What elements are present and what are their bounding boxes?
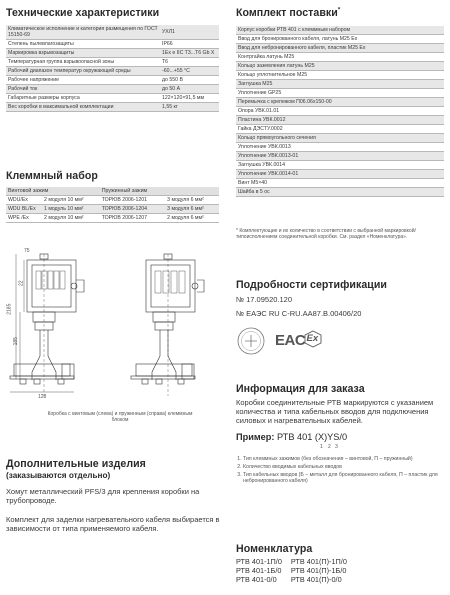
kit-item: Заглушка М25 <box>236 80 444 89</box>
order-note: 1. Тип клеммных зажимов (без обозначения – винтовой, П – пружинный) <box>243 456 443 462</box>
kit-row <box>236 35 444 44</box>
kit-row <box>236 71 444 80</box>
order-marker-2: 2 <box>328 444 331 450</box>
kit-row <box>236 107 444 116</box>
kit-footnote: * Комплектующие и их количество в соответствии с выбранной маркировкой/ типоисполнением соединительной коробки. См. раздел «Номенклатура». <box>236 228 416 241</box>
eac-mark-icon: EAC <box>275 332 306 349</box>
kit-row <box>236 125 444 134</box>
kit-row <box>236 161 444 170</box>
cert-title: Подробности сертификации <box>236 279 387 291</box>
terminal-header-row: Винтовой зажим Пружинный зажим <box>6 187 219 196</box>
dim-h1: 185 <box>12 337 19 346</box>
drawing-caption: Коробка с винтовым (слева) и пружинным (справа) клеммным блоком <box>47 411 193 424</box>
kit-row <box>236 98 444 107</box>
kit-row <box>236 80 444 89</box>
dim-total: 2185 <box>6 303 13 315</box>
box-screw-drawing <box>10 254 84 396</box>
cert-logos <box>236 326 328 356</box>
order-marker-3: 3 <box>335 444 338 450</box>
dim-width: 128 <box>38 394 47 400</box>
order-text: Коробки соединительные РТВ маркируются с указанием количества и типа кабельных вводов для подключения силовых и нагревательных кабелей. <box>236 398 434 426</box>
kit-item: Заглушка УВК.0014 <box>238 162 286 168</box>
dim-h2: 22 <box>18 280 25 286</box>
tech-row: Вес коробки в максимальной комплектации 1,55 кг <box>6 103 219 112</box>
kit-item: Кольцо прямоугольного сечения <box>236 134 444 143</box>
extra-title: Дополнительные изделия <box>6 458 146 470</box>
tech-row: Рабочий диапазон температур окружающей среды -60...+55 °С <box>6 67 219 76</box>
kit-item: Шайба в 5 ос <box>236 188 444 197</box>
kit-row <box>236 170 444 179</box>
tech-row: Рабочее напряжение до 550 В <box>6 76 219 85</box>
kit-row <box>236 188 444 197</box>
kit-title-text: Комплект поставки <box>236 7 338 19</box>
kit-item: Кольцо заземления латунь М25 <box>236 62 444 71</box>
kit-item: Уплотнение GP25 <box>238 90 282 96</box>
kit-row <box>236 62 444 71</box>
kit-row <box>236 134 444 143</box>
kit-row <box>236 116 444 125</box>
ex-mark-text: Ex <box>306 333 319 345</box>
tech-row: Температурная группа взрывоопасной зоны Т6 <box>6 58 219 67</box>
kit-row <box>236 143 444 152</box>
kit-item: Перемычка с крепежом П06.06х150-00 <box>236 98 444 107</box>
kit-row <box>236 179 444 188</box>
order-title: Информация для заказа <box>236 383 365 395</box>
kit-item: Уплотнение УВК.0014-01 <box>236 170 444 179</box>
order-note: 3. Тип кабельных вводов (Б – металл для бронированного кабеля, П – пластик для небронированного кабеля) <box>243 472 443 485</box>
kit-item: Винт М5×40 <box>238 180 268 186</box>
terminal-row: WDU/Ex 2 модуля 10 мм² ТОРЮВ 2006-1201 3 модуля 6 мм² <box>6 196 219 205</box>
nomen-title: Номенклатура <box>236 543 313 555</box>
dim-top: 75 <box>24 248 30 254</box>
extra-text-1: Хомут металлический PFS/3 для крепления коробки на трубопроводе. <box>6 487 200 506</box>
tech-row: Габаритные размеры корпуса 122×120×91,5 мм <box>6 94 219 103</box>
terminal-row: WPE /Ex 2 модуля 10 мм² ТОРЮВ 2006-1207 2 модуля 6 мм² <box>6 214 219 223</box>
order-example <box>236 432 347 442</box>
kit-item: Ввод для бронированного кабеля, латунь М25 Ex <box>238 36 358 42</box>
kit-table <box>236 26 444 197</box>
kit-row <box>236 26 444 35</box>
terminal-title: Клеммный набор <box>6 170 98 182</box>
extra-subtitle: (заказываются отдельно) <box>6 471 111 480</box>
kit-item: Ввод для небронированного кабеля, пластик М25 Ex <box>236 44 444 53</box>
kit-item: Контргайка латунь М25 <box>238 54 295 60</box>
kit-row <box>236 53 444 62</box>
kit-row <box>236 152 444 161</box>
terminal-table <box>6 187 219 223</box>
kit-item: Опора УВК.01.01 <box>238 108 280 114</box>
order-marker-1: 1 <box>320 444 323 450</box>
cert-number-1: № 17.09520.120 <box>236 295 293 304</box>
order-example-markers <box>312 444 372 453</box>
nomen-table <box>236 557 356 584</box>
kit-item: Уплотнение УВК.0013 <box>238 144 291 150</box>
order-example-value: РТВ 401 (X)YS/0 <box>277 432 348 442</box>
kit-item: Гайка ДЭСТУ.0002 <box>238 126 283 132</box>
terminal-row: WDU BL/Ex 1 модуль 10 мм² ТОРЮВ 2006-1204 3 модуля 6 мм² <box>6 205 219 214</box>
kit-item: Кольцо уплотнительное М25 <box>238 72 308 78</box>
nomen-row: РТВ 401-0/0 РТВ 401(П)-0/0 <box>236 575 342 584</box>
tech-row: Климатическое исполнение и категория размещения по ГОСТ 15150-69 УХЛ1 <box>6 25 219 40</box>
ex-mark-icon <box>304 330 322 348</box>
extra-text-2: Комплект для заделки нагревательного кабеля выбирается в зависимости от типа применяемого кабеля. <box>6 515 220 534</box>
tech-table <box>6 25 219 112</box>
kit-item: Пластина УВК.0012 <box>236 116 444 125</box>
cert-number-2: № ЕАЭС RU C-RU.AA87.B.00406/20 <box>236 309 362 318</box>
tech-row: Маркировка взрывозащиты 1Ex e IIC T3...T6 Gb X <box>6 49 219 58</box>
kit-item: Уплотнение УВК.0013-01 <box>236 152 444 161</box>
kit-row <box>236 44 444 53</box>
junction-box-drawing <box>6 246 224 411</box>
nomen-row: РТВ 401-1П/0 РТВ 401(П)-1П/0 <box>236 557 347 566</box>
box-spring-drawing <box>131 254 204 396</box>
kit-title-sup: * <box>337 7 341 14</box>
kit-row <box>236 89 444 98</box>
kit-item: Корпус коробки РТВ 401 с клеммным набором <box>236 26 444 35</box>
tech-row: Степень пылевлагозащиты IP66 <box>6 40 219 49</box>
nomen-row: РТВ 401-1Б/0 РТВ 401(П)-1Б/0 <box>236 566 347 575</box>
order-notes <box>236 456 443 486</box>
tech-title: Технические характеристики <box>6 7 160 19</box>
tech-row: Рабочий ток до 50 А <box>6 85 219 94</box>
order-example-label: Пример: <box>236 432 275 442</box>
kit-title <box>236 7 340 19</box>
order-note: 2. Количество вводимых кабельных вводов <box>243 464 443 470</box>
